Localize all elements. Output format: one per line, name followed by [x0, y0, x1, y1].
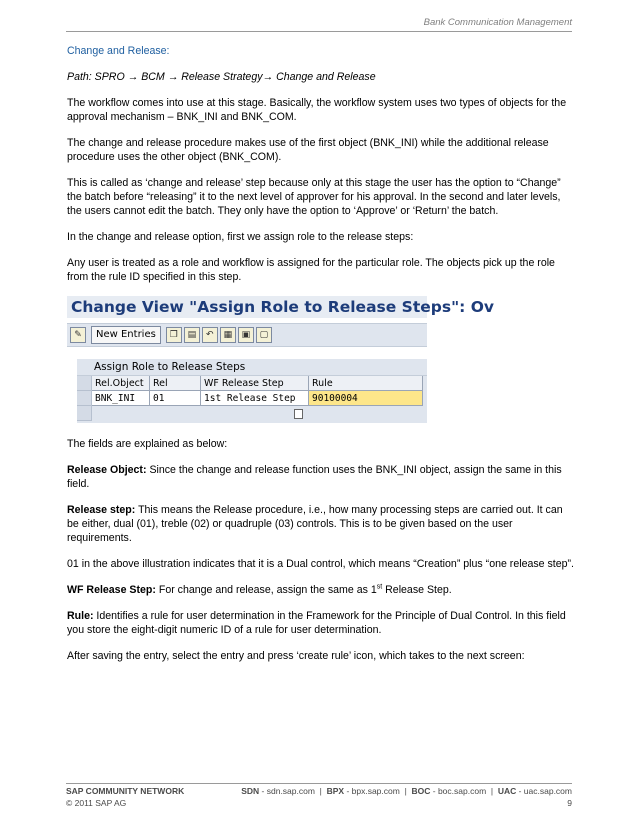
- paragraph: The fields are explained as below:: [67, 438, 228, 450]
- table-header-row: [77, 376, 427, 391]
- footer-links: SDN - sdn.sap.com | BPX - bpx.sap.com | BOC - boc.sap.com | UAC - uac.sap.com: [241, 786, 572, 796]
- section-title: Change and Release:: [67, 45, 170, 57]
- sap-table: [77, 359, 427, 423]
- deselect-all-icon[interactable]: ▢: [256, 327, 272, 343]
- undo-icon[interactable]: ↶: [202, 327, 218, 343]
- column-header-rel-object: Rel.Object: [92, 376, 150, 391]
- change-display-icon[interactable]: ✎: [70, 327, 86, 343]
- page-footer: [66, 786, 572, 810]
- paragraph: Any user is treated as a role and workflow is assigned for the particular role. The objects pick up the role from the rule ID specified in this step.: [67, 257, 555, 283]
- definition-release-object: Release Object: Since the change and release function uses the BNK_INI object, assign the same in this field.: [67, 464, 562, 490]
- paragraph: After saving the entry, select the entry and press ‘create rule’ icon, which takes to the next screen:: [67, 650, 525, 662]
- table-row: [77, 391, 427, 406]
- page-number: 9: [567, 798, 572, 808]
- definition-wf-release-step: WF Release Step: For change and release, assign the same as 1st Release Step.: [67, 583, 452, 596]
- paragraph: In the change and release option, first we assign role to the release steps:: [67, 231, 414, 243]
- paragraph: This is called as ‘change and release’ step because only at this stage the user has the option to “Change” the batch before “releasing” it to the next level of approver for his approval. In the second and later levels, the users cannot edit the batch. They only have the option to ‘Approve’ or ‘Return’ the batch.: [67, 177, 561, 217]
- sap-screenshot: [67, 296, 495, 423]
- footer-divider: [66, 783, 572, 784]
- table-empty-row: [77, 406, 427, 421]
- new-entries-button[interactable]: New Entries: [91, 326, 161, 344]
- footer-copyright: © 2011 SAP AG: [66, 798, 127, 808]
- rule-value-help-icon[interactable]: [294, 406, 305, 421]
- definition-release-step: Release step: This means the Release procedure, i.e., how many processing steps are carried out. It can be either, dual (01), treble (02) or quadruple (03) controls. This is to be given based on the user requirements.: [67, 504, 563, 544]
- running-header: Bank Communication Management: [423, 17, 572, 28]
- rel-cell[interactable]: 01: [150, 391, 201, 406]
- sap-table-title: Assign Role to Release Steps: [77, 359, 427, 376]
- arrow-icon: →: [127, 71, 139, 83]
- paragraph: The workflow comes into use at this stage. Basically, the workflow system uses two types of objects for the approval mechanism – BNK_INI and BNK_COM.: [67, 97, 567, 123]
- delete-icon[interactable]: ▤: [184, 327, 200, 343]
- copy-icon[interactable]: ❐: [166, 327, 182, 343]
- menu-path: Path: SPRO → BCM → Release Strategy→ Change and Release: [67, 71, 376, 83]
- sdn-link[interactable]: sdn.sap.com: [266, 786, 315, 796]
- sap-toolbar: [67, 323, 427, 347]
- column-header-wf-release-step: WF Release Step: [201, 376, 309, 391]
- footer-network: SAP COMMUNITY NETWORK: [66, 786, 185, 796]
- wf-release-step-cell[interactable]: 1st Release Step: [201, 391, 309, 406]
- rule-cell[interactable]: 90100004: [309, 391, 423, 406]
- column-header-rel: Rel: [150, 376, 201, 391]
- arrow-icon: →: [262, 71, 274, 83]
- row-selector[interactable]: [77, 391, 92, 406]
- select-block-icon[interactable]: ▣: [238, 327, 254, 343]
- header-divider: [66, 31, 572, 32]
- arrow-icon: →: [167, 71, 179, 83]
- paragraph: The change and release procedure makes use of the first object (BNK_INI) while the additional release procedure uses the other object (BNK_COM).: [67, 137, 549, 163]
- sap-screen-title: Change View "Assign Role to Release Steps": Ov: [67, 296, 427, 318]
- uac-link[interactable]: uac.sap.com: [523, 786, 572, 796]
- page-body: [67, 44, 575, 675]
- bpx-link[interactable]: bpx.sap.com: [351, 786, 400, 796]
- column-header-rule: Rule: [309, 376, 423, 391]
- row-selector: [77, 406, 92, 421]
- rel-object-cell[interactable]: BNK_INI: [92, 391, 150, 406]
- definition-rule: Rule: Identifies a rule for user determination in the Framework for the Principle of Dual Control. In this field you store the eight-digit numeric ID of a rule for user determination.: [67, 610, 566, 636]
- boc-link[interactable]: boc.sap.com: [437, 786, 487, 796]
- select-all-icon[interactable]: ▦: [220, 327, 236, 343]
- paragraph: 01 in the above illustration indicates that it is a Dual control, which means “Creation” plus “one release step”.: [67, 558, 574, 570]
- row-selector[interactable]: [77, 376, 92, 391]
